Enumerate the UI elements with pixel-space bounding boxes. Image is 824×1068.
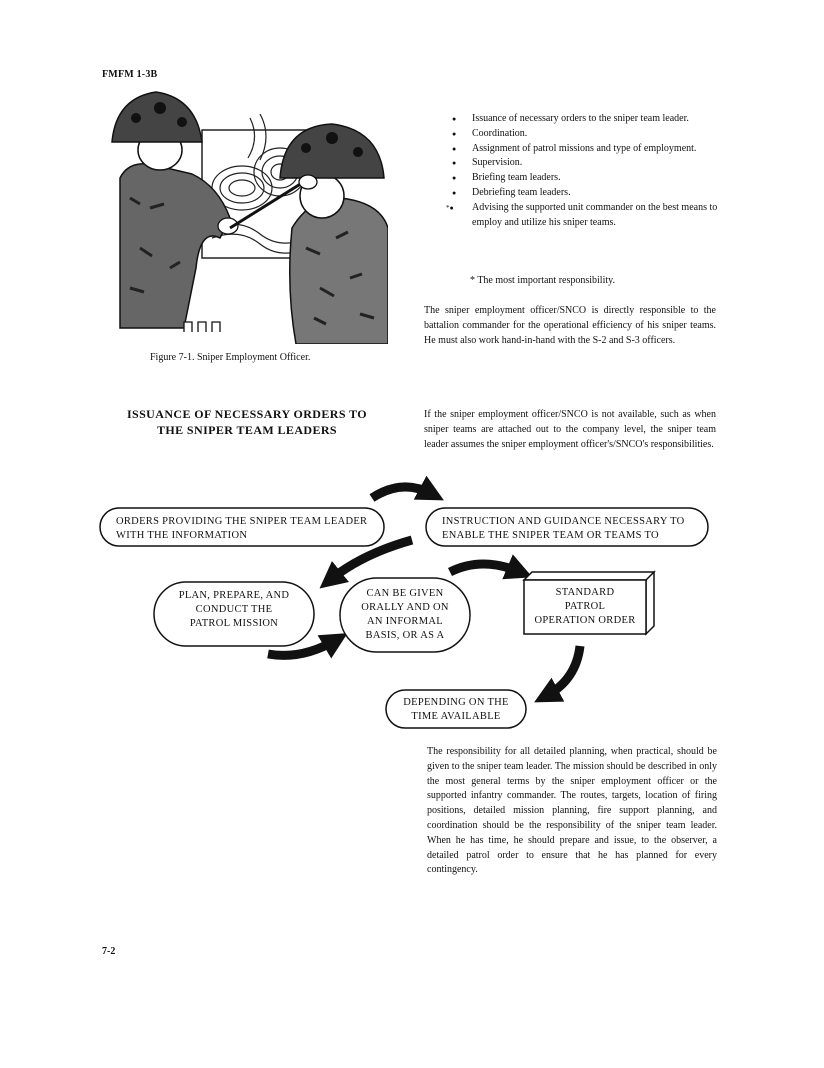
- orders-flow-diagram: [92, 474, 732, 736]
- given-box-line: CAN BE GIVEN: [366, 588, 444, 599]
- responsibilities-list: [452, 112, 722, 230]
- list-item-starred: *● Advising the supported unit commander on the best means to employ and utilize his sniper teams.: [452, 201, 722, 231]
- instruction-box-line: ENABLE THE SNIPER TEAM OR TEAMS TO: [442, 530, 659, 541]
- given-box-line: BASIS, OR AS A: [365, 630, 445, 641]
- orders-box-line: ORDERS PROVIDING THE SNIPER TEAM LEADER: [116, 516, 368, 527]
- paragraph-detailed-planning: The responsibility for all detailed planning, when practical, should be given to the sniper team leader. The mission should be described in only the most general terms by the sniper employment officer or the supported infantry commander. The routes, targets, location of firing positions, detailed mission planning, fire support planning, and coordination should be the responsibility of the sniper team leader. When he has time, he should prepare and issue, to the observer, a detailed patrol order to ensure that he has planned for every contingency.: [427, 746, 717, 876]
- list-item: ● Supervision.: [452, 156, 722, 171]
- given-box-line: AN INFORMAL: [367, 616, 443, 627]
- section-heading-line: THE SNIPER TEAM LEADERS: [156, 423, 338, 437]
- document-id-header: FMFM 1-3B: [102, 69, 158, 80]
- arrow-given-to-standard: [450, 564, 520, 572]
- page-number: 7-2: [102, 946, 116, 957]
- footnote: * The most important responsibility.: [470, 275, 615, 286]
- list-item: ● Debriefing team leaders.: [452, 186, 722, 201]
- arrow-orders-to-instruction: [372, 487, 432, 498]
- section-heading-line: ISSUANCE OF NECESSARY ORDERS TO: [126, 407, 368, 421]
- depending-box: [386, 690, 526, 728]
- depending-box-line: DEPENDING ON THE: [403, 697, 509, 708]
- given-box-line: ORALLY AND ON: [361, 602, 449, 613]
- instruction-box-line: INSTRUCTION AND GUIDANCE NECESSARY TO: [442, 516, 685, 527]
- plan-box-line: CONDUCT THE: [195, 604, 273, 615]
- plan-box-line: PATROL MISSION: [189, 618, 279, 629]
- list-item: ● Coordination.: [452, 127, 722, 142]
- list-item: ● Briefing team leaders.: [452, 171, 722, 186]
- paragraph-employment-officer: The sniper employment officer/SNCO is directly responsible to the battalion commander for the operational efficiency of his sniper teams. He must also work hand-in-hand with the S-2 and S-3 officers.: [424, 305, 716, 346]
- paragraph-unavailable-officer: If the sniper employment officer/SNCO is not available, such as when sniper teams are attached out to the company level, the sniper team leader assumes the sniper employment officer's/SNCO's responsibilities.: [424, 409, 716, 450]
- section-heading: [102, 406, 392, 438]
- sniper-employment-officer-illustration: [100, 78, 388, 344]
- list-item: ● Issuance of necessary orders to the sniper team leader.: [452, 112, 722, 127]
- arrow-standard-to-depending: [546, 646, 580, 696]
- plan-box-line: PLAN, PREPARE, AND: [178, 590, 290, 601]
- list-item: ● Assignment of patrol missions and type of employment.: [452, 142, 722, 157]
- standard-box-line: OPERATION ORDER: [534, 615, 636, 626]
- standard-box-line: PATROL: [564, 601, 606, 612]
- standard-box-line: STANDARD: [555, 587, 615, 598]
- depending-box-line: TIME AVAILABLE: [411, 711, 501, 722]
- orders-box-line: WITH THE INFORMATION: [116, 530, 248, 541]
- figure-caption: Figure 7-1. Sniper Employment Officer.: [150, 352, 311, 363]
